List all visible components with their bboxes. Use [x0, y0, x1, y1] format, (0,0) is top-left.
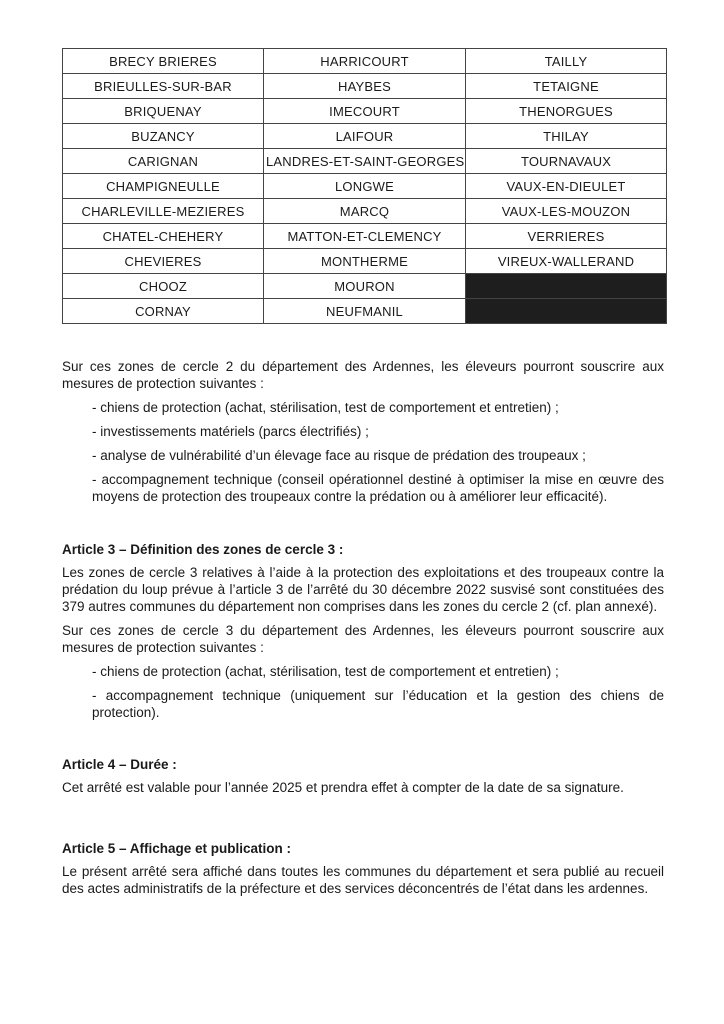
commune-cell: CARIGNAN — [63, 149, 264, 174]
table-row — [63, 74, 667, 99]
article5-heading: Article 5 – Affichage et publication : — [62, 841, 292, 856]
commune-cell: BUZANCY — [63, 124, 264, 149]
communes-table-body — [63, 49, 667, 324]
article3-measure-technical: - accompagnement technique (uniquement sur l’éducation et la gestion des chiens de protection). — [92, 688, 664, 720]
cercle2-measure-vulnerability: - analyse de vulnérabilité d’un élevage face au risque de prédation des troupeaux ; — [92, 448, 586, 463]
cercle2-section — [62, 358, 664, 505]
commune-cell: HARRICOURT — [264, 49, 466, 74]
commune-cell: VAUX-EN-DIEULET — [466, 174, 667, 199]
commune-cell: CHATEL-CHEHERY — [63, 224, 264, 249]
commune-cell: TETAIGNE — [466, 74, 667, 99]
table-row — [63, 224, 667, 249]
article4-section — [62, 756, 664, 796]
commune-cell: CORNAY — [63, 299, 264, 324]
communes-table — [62, 48, 667, 324]
commune-cell: LANDRES-ET-SAINT-GEORGES — [264, 149, 466, 174]
article4-text: Cet arrêté est valable pour l’année 2025 et prendra effet à compter de la date de sa signature. — [62, 780, 624, 795]
commune-cell: CHEVIERES — [63, 249, 264, 274]
commune-cell: VAUX-LES-MOUZON — [466, 199, 667, 224]
commune-cell: MONTHERME — [264, 249, 466, 274]
commune-cell: TOURNAVAUX — [466, 149, 667, 174]
article3-measure-dogs: - chiens de protection (achat, stérilisation, test de comportement et entretien) ; — [92, 664, 559, 679]
commune-cell: THENORGUES — [466, 99, 667, 124]
redacted-cell — [466, 299, 667, 324]
article3-section — [62, 541, 664, 721]
table-row — [63, 124, 667, 149]
commune-cell: THILAY — [466, 124, 667, 149]
article3-paragraph-1: Les zones de cercle 3 relatives à l’aide à la protection des exploitations et des troupeaux contre la prédation du loup prévue à l’article 3 de l’arrêté du 30 décembre 2022 susvisé sont constituées des 379 autres communes du département non comprises dans les zones du cercle 2 (cf. plan annexé). — [62, 565, 664, 614]
commune-cell: BRIEULLES-SUR-BAR — [63, 74, 264, 99]
commune-cell: CHOOZ — [63, 274, 264, 299]
commune-cell: NEUFMANIL — [264, 299, 466, 324]
commune-cell: LAIFOUR — [264, 124, 466, 149]
article3-paragraph-2: Sur ces zones de cercle 3 du département des Ardennes, les éleveurs pourront souscrire aux mesures de protection suivantes : — [62, 623, 664, 655]
cercle2-intro: Sur ces zones de cercle 2 du département des Ardennes, les éleveurs pourront souscrire aux mesures de protection suivantes : — [62, 359, 664, 391]
article3-heading: Article 3 – Définition des zones de cercle 3 : — [62, 542, 344, 557]
commune-cell: MARCQ — [264, 199, 466, 224]
commune-cell: CHAMPIGNEULLE — [63, 174, 264, 199]
table-row — [63, 249, 667, 274]
table-row — [63, 274, 667, 299]
redacted-cell — [466, 274, 667, 299]
table-row — [63, 199, 667, 224]
commune-cell: BRIQUENAY — [63, 99, 264, 124]
commune-cell: BRECY BRIERES — [63, 49, 264, 74]
table-row — [63, 299, 667, 324]
commune-cell: TAILLY — [466, 49, 667, 74]
cercle2-measure-technical: - accompagnement technique (conseil opérationnel destiné à optimiser la mise en œuvre des moyens de protection des troupeaux contre la prédation ou à améliorer leur efficacité). — [92, 472, 664, 504]
article5-text: Le présent arrêté sera affiché dans toutes les communes du département et sera publié au recueil des actes administratifs de la préfecture et des services déconcentrés de l’état dans les ardennes. — [62, 864, 664, 896]
table-row — [63, 174, 667, 199]
commune-cell: HAYBES — [264, 74, 466, 99]
commune-cell: IMECOURT — [264, 99, 466, 124]
commune-cell: VERRIERES — [466, 224, 667, 249]
commune-cell: VIREUX-WALLERAND — [466, 249, 667, 274]
commune-cell: MATTON-ET-CLEMENCY — [264, 224, 466, 249]
commune-cell: LONGWE — [264, 174, 466, 199]
table-row — [63, 99, 667, 124]
cercle2-measure-dogs: - chiens de protection (achat, stérilisation, test de comportement et entretien) ; — [92, 400, 559, 415]
commune-cell: CHARLEVILLE-MEZIERES — [63, 199, 264, 224]
commune-cell: MOURON — [264, 274, 466, 299]
article4-heading: Article 4 – Durée : — [62, 757, 177, 772]
table-row — [63, 149, 667, 174]
table-row — [63, 49, 667, 74]
article5-section — [62, 840, 664, 897]
cercle2-measure-investments: - investissements matériels (parcs électrifiés) ; — [92, 424, 369, 439]
